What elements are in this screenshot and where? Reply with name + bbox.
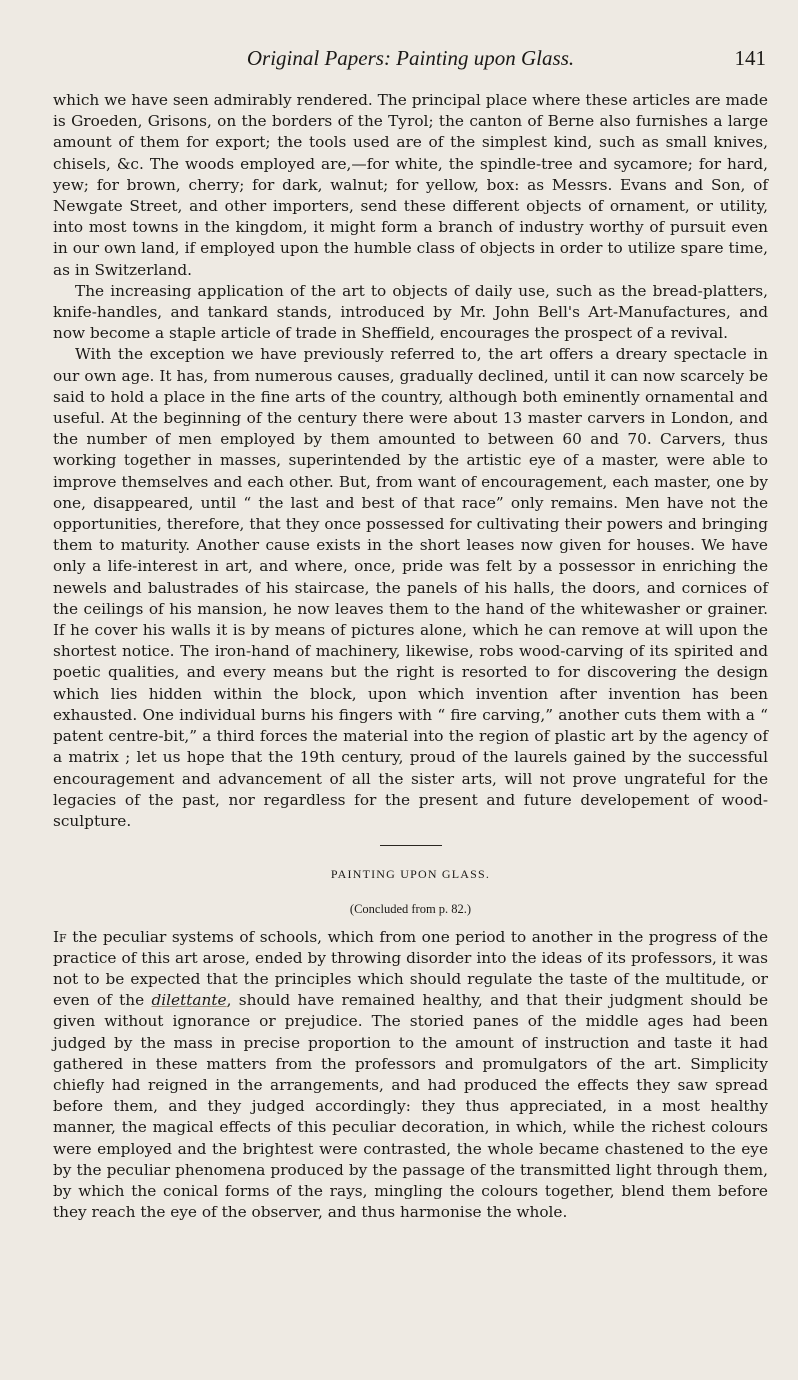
drop-lead: If	[53, 927, 67, 946]
paragraph: With the exception we have previously referred to, the art offers a dreary spectacle in our own age. It has, from numerous causes, gradually declined, until it can now scarcely be said to hold a place in the fine arts of the country, although both eminently ornamental and useful. At the beginning of the century there were about 13 master carvers in London, and the number of men employed by them amounted to between 60 and 70. Carvers, thus working together in masses, superintended by the artistic eye of a master, were able to improve themselves and each other. But, from want of encouragement, each master, one by one, disappeared, until “ the last and best of that race” only remains. Men have not the opportunities, therefore, that they once possessed for cultivating their powers and bringing them to maturity. Another cause exists in the short leases now given for houses. We have only a life-interest in art, and where, once, pride was felt by a possessor in enriching the newels and balustrades of his staircase, the panels of his halls, the doors, and cornices of the ceilings of his mansion, he now leaves them to the hand of the whitewasher or grainer. If he cover his walls it is by means of pictures alone, which he can remove at will upon the shortest notice. The iron-hand of machinery, likewise, robs wood-carving of its spirited and poetic qualities, and every means but the right is resorted to for discovering the design which lies hidden within the block, upon which invention after invention has been exhausted. One individual burns his fingers with “ fire carving,” another cuts them with a “ patent centre-bit,” a third forces the material into the region of plastic art by the agency of a matrix ; let us hope that the 19th century, proud of the laurels gained by the successful encouragement and advancement of all the sister arts, will not prove ungrateful for the legacies of the past, nor regardless for the present and future developement of wood-sculpture.	[53, 345, 768, 830]
page-number: 141	[734, 46, 766, 70]
section-note: (Concluded from p. 82.)	[349, 902, 472, 917]
paragraph: which we have seen admirably rendered. The principal place where these articles are made is Groeden, Grisons, on the borders of the Tyrol; the canton of Berne also furnishes a large amount of them for export; the tools used are of the simplest kind, such as small knives, chisels, &c. The woods employed are,—for white, the spindle-tree and sycamore; for hard, yew; for brown, cherry; for dark, walnut; for yellow, box: as Messrs. Evans and Son, of Newgate Street, and other importers, send these different objects of ornament, or utility, into most towns in the kingdom, it might form a branch of industry worthy of pursuit even in our own land, if employed upon the humble class of objects in order to utilize spare time, as in Switzerland.	[53, 91, 768, 279]
section-divider	[380, 845, 442, 846]
body-text	[53, 90, 768, 1223]
running-head	[53, 46, 768, 76]
text-run: the peculiar systems of schools, which from one period to another in the progress of the practice of this art arose, ended by throwing disorder into the ideas of its professors, it was not to be expected that the principles which should regulate the taste of the multitude, or even of the	[53, 927, 768, 1010]
text-run: , should have remained healthy, and that their judgment should be given without ignorance or prejudice. The storied panes of the middle ages had been judged by the mass in precise proportion to the amount of instruction and taste it had gathered in these matters from the professors and promulgators of the art. Simplicity chiefly had reigned in the arrangements, and had produced the effects they saw spread before them, and they judged accordingly: they thus appreciated, in a most healthy manner, the magical effects of this peculiar decoration, in which, while the richest colours were employed and the brightest were contrasted, the whole became chastened to the eye by the peculiar phenomena produced by the passage of the transmitted light through them, by which the conical forms of the rays, mingling the colours together, blend them before they reach the eye of the observer, and thus harmonise the whole.	[53, 991, 768, 1222]
paragraph	[53, 927, 768, 1224]
paragraph: The increasing application of the art to objects of daily use, such as the bread-platters, knife-handles, and tankard stands, introduced by Mr. John Bell's Art-Manufactures, and now become a staple article of trade in Sheffield, encourages the prospect of a revival.	[53, 281, 768, 343]
running-title: Original Papers: Painting upon Glass.	[246, 46, 575, 70]
book-page	[53, 46, 768, 1223]
italic-term: dilettante	[151, 991, 227, 1010]
section-title: PAINTING UPON GLASS.	[330, 867, 491, 882]
